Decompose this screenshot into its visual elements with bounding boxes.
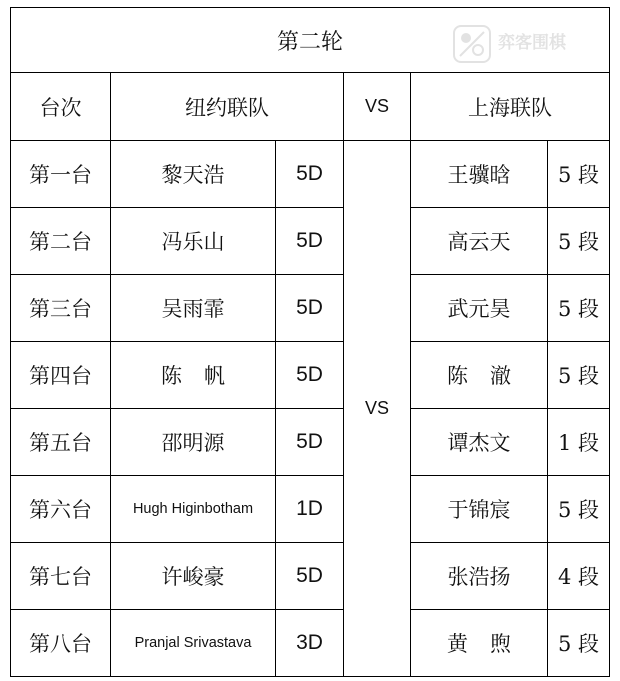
table-row [11, 610, 610, 677]
left-player-name: Pranjal Srivastava [111, 610, 276, 677]
left-player-name: 陈帆 [111, 342, 276, 409]
board-label: 第七台 [11, 543, 111, 610]
right-player-rank: 5 段 [548, 141, 610, 208]
board-label: 第三台 [11, 275, 111, 342]
right-player-rank: 1 段 [548, 409, 610, 476]
team-right-header: 上海联队 [411, 73, 610, 141]
vs-header: VS [344, 73, 411, 141]
left-player-name: 许峻豪 [111, 543, 276, 610]
right-player-name: 王骥晗 [411, 141, 548, 208]
left-player-name: 吴雨霏 [111, 275, 276, 342]
table-row [11, 476, 610, 543]
round-title: 第二轮 [11, 8, 610, 73]
right-player-rank: 5 段 [548, 275, 610, 342]
board-label: 第五台 [11, 409, 111, 476]
left-player-name: 冯乐山 [111, 208, 276, 275]
table-row [11, 543, 610, 610]
right-player-name: 黄煦 [411, 610, 548, 677]
left-player-rank: 5D [276, 275, 344, 342]
left-player-rank: 5D [276, 342, 344, 409]
board-label: 第四台 [11, 342, 111, 409]
table-row [11, 141, 610, 208]
right-player-rank: 5 段 [548, 208, 610, 275]
board-label: 第一台 [11, 141, 111, 208]
vs-center: VS [344, 141, 411, 677]
board-label: 第六台 [11, 476, 111, 543]
right-player-rank: 5 段 [548, 342, 610, 409]
table-row [11, 409, 610, 476]
table-row [11, 208, 610, 275]
right-player-name: 谭杰文 [411, 409, 548, 476]
board-column-header: 台次 [11, 73, 111, 141]
right-player-name: 张浩扬 [411, 543, 548, 610]
left-player-rank: 5D [276, 409, 344, 476]
left-player-rank: 5D [276, 141, 344, 208]
board-label: 第二台 [11, 208, 111, 275]
left-player-rank: 5D [276, 543, 344, 610]
match-table [10, 7, 610, 677]
left-player-name: 黎天浩 [111, 141, 276, 208]
left-player-rank: 1D [276, 476, 344, 543]
right-player-rank: 5 段 [548, 610, 610, 677]
left-player-name: 邵明源 [111, 409, 276, 476]
right-player-name: 高云天 [411, 208, 548, 275]
right-player-rank: 5 段 [548, 476, 610, 543]
watermark-text: 弈客围棋 [498, 33, 566, 53]
left-player-name: Hugh Higinbotham [111, 476, 276, 543]
table-row [11, 275, 610, 342]
table-row [11, 342, 610, 409]
team-left-header: 纽约联队 [111, 73, 344, 141]
board-label: 第八台 [11, 610, 111, 677]
left-player-rank: 3D [276, 610, 344, 677]
right-player-rank: 4 段 [548, 543, 610, 610]
right-player-name: 陈澈 [411, 342, 548, 409]
left-player-rank: 5D [276, 208, 344, 275]
right-player-name: 于锦宸 [411, 476, 548, 543]
right-player-name: 武元昊 [411, 275, 548, 342]
